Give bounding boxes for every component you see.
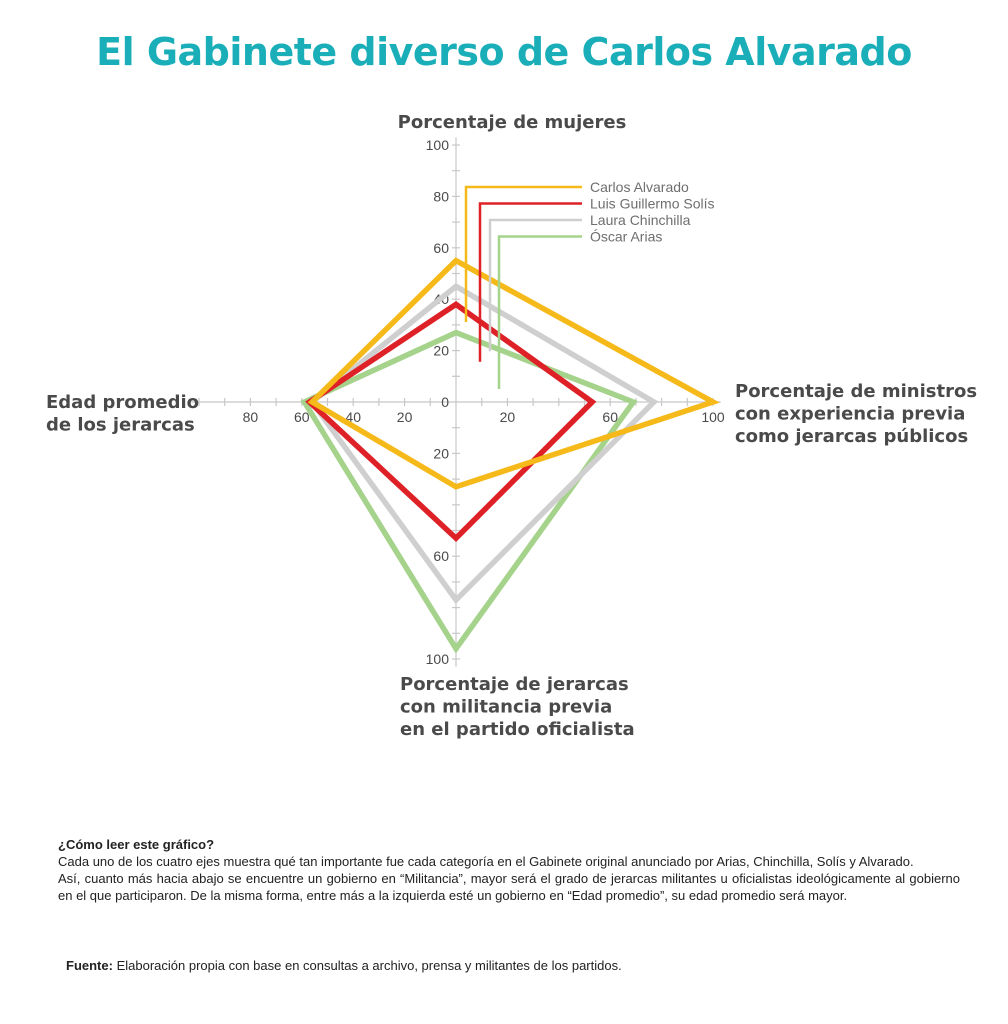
how-to-heading: ¿Cómo leer este gráfico? — [58, 837, 215, 852]
tick-label-experiencia-100: 100 — [701, 409, 725, 425]
axis-title-experiencia-line-0: Porcentaje de ministros — [735, 381, 978, 402]
axis-title-militancia-line-0: Porcentaje de jerarcas — [400, 674, 629, 695]
tick-label-edad-60: 60 — [294, 409, 310, 425]
axis-title-edad-line-0: Edad promedio — [46, 392, 199, 413]
tick-label-mujeres-40: 40 — [433, 291, 449, 308]
how-to-read — [58, 836, 960, 904]
source-note — [66, 958, 946, 973]
chart-title: El Gabinete diverso de Carlos Alvarado — [96, 30, 912, 74]
tick-label-experiencia-20: 20 — [499, 409, 516, 425]
source-label: Fuente: — [66, 958, 113, 973]
tick-label-mujeres-20: 20 — [433, 342, 449, 359]
tick-label-edad-20: 20 — [396, 409, 413, 425]
tick-label-edad-40: 40 — [345, 409, 361, 425]
series-layer — [304, 261, 713, 649]
legend-label-3: Óscar Arias — [590, 228, 663, 245]
how-to-paragraph-2: Así, cuanto más hacia abajo se encuentre un gobierno en “Militancia”, mayor será el grado de jerarcas militantes u oficialistas ideológicamente al gobierno en el que participaron. De la misma forma, entre más a la izquierda esté un gobierno en “Edad promedio”, su edad promedio será mayor. — [58, 871, 960, 903]
axis-title-edad-line-1: de los jerarcas — [46, 414, 195, 436]
legend-label-0: Carlos Alvarado — [590, 179, 689, 195]
tick-label-mujeres-100: 100 — [425, 137, 449, 153]
tick-label-militancia-60: 60 — [433, 548, 449, 565]
how-to-paragraph-1: Cada uno de los cuatro ejes muestra qué tan importante fue cada categoría en el Gabinete original anunciado por Arias, Chinchilla, Solís y Alvarado. — [58, 854, 914, 869]
tick-label-militancia-100: 100 — [425, 651, 449, 667]
axis-title-militancia-line-2: en el partido oficialista — [400, 719, 635, 740]
tick-label-experiencia-60: 60 — [602, 409, 618, 425]
series-scar-arias — [304, 333, 633, 649]
tick-label-militancia-20: 20 — [433, 445, 449, 462]
legend-label-1: Luis Guillermo Solís — [590, 195, 715, 212]
axis-titles — [46, 112, 977, 740]
tick-label-center: 0 — [441, 394, 449, 410]
source-text: Elaboración propia con base en consultas a archivo, prensa y militantes de los partidos. — [116, 958, 622, 973]
axis-title-militancia-line-1: con militancia previa — [400, 696, 613, 718]
legend-label-2: Laura Chinchilla — [590, 212, 691, 228]
tick-label-mujeres-60: 60 — [433, 239, 449, 256]
axis-title-experiencia-line-1: con experiencia previa — [735, 403, 966, 425]
tick-label-edad-80: 80 — [242, 409, 259, 425]
axis-title-experiencia-line-2: como jerarcas públicos — [735, 426, 969, 447]
axis-title-mujeres-line-0: Porcentaje de mujeres — [397, 112, 627, 133]
tick-label-mujeres-80: 80 — [433, 188, 449, 205]
